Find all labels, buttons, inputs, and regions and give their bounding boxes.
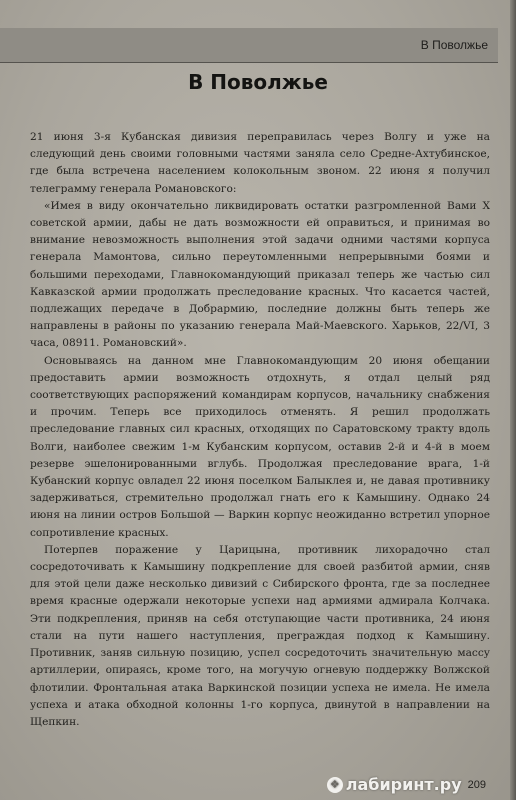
paragraph: 21 июня 3-я Кубанская дивизия переправилась через Волгу и уже на следующий день своими головными частями заняла село Средне-Ахтубинское, где была встречена населением колокольным звоном. 22 июня я получил телеграмму генерала Романовского: [30, 131, 490, 195]
page-edge-shadow [510, 0, 516, 800]
watermark-text: лабиринт.ру [345, 775, 462, 794]
paragraph: «Имея в виду окончательно ликвидировать остатки разгромленной Вами X советской армии, дабы не дать возможности ей оправиться, и принимая во внимание невозможность выполнения этой задачи одними частями корпуса генерала Мамонтова, сильно переутомленными непрерывными боями и большими переходами, Главнокомандующий приказал теперь же частью сил Кавказской армии продолжать преследование красных. Что касается частей, подлежащих передаче в Добрармию, последние должны быть теперь же направлены в районы по указанию генерала Май-Маевского. Харьков, 22/VI, 3 часа, 08911. Романовский». [30, 199, 490, 350]
page-number: 209 [467, 778, 486, 791]
paragraph: Потерпев поражение у Царицына, противник лихорадочно стал сосредоточивать к Камышину подкрепление для своей разбитой армии, сняв для этой цели даже несколько дивизий с Сибирского фронта, где за последнее время красные одержали некоторые успехи над армиями адмирала Колчака. Эти подкрепления, приняв на себя отступающие части противника, 24 июня стали на пути нашего наступления, преграждая подход к Камышину. Противник, заняв сильную позицию, успел сосредоточить значительную массу артиллерии, опираясь, кроме того, на могучую огневую поддержку Волжской флотилии. Фронтальная атака Варкинской позиции успеха не имела. Не имела успеха и атака обходной колонны 1-го корпуса, двинутой в направлении на Щепкин. [30, 543, 490, 728]
body-text [30, 129, 490, 731]
chapter-title: В Поволжье [188, 70, 328, 94]
running-head: В Поволжье [420, 38, 488, 52]
paragraph: Основываясь на данном мне Главнокомандующим 20 июня обещании предоставить армии возможность отдохнуть, я отдал целый ряд соответствующих распоряжений командирам корпусов, начальнику снабжения и прочим. Теперь все приходилось отменять. Я решил продолжать преследование главных сил красных, отходящих по Саратовскому тракту вдоль Волги, наиболее свежим 1-м Кубанским корпусом, оставив 2-й и 4-й в моем резерве эшелонированными вглубь. Продолжая преследование врага, 1-й Кубанский корпус овладел 22 июня поселком Балыклея и, не давая противнику задерживаться, стремительно продолжал гнать его к Камышину. Однако 24 июня на линии остров Большой — Варкин корпус неожиданно встретил упорное сопротивление красных. [30, 354, 490, 539]
header-rule [0, 62, 498, 63]
watermark-logo [327, 775, 462, 794]
page-footer [327, 775, 486, 794]
labyrinth-icon: ❖ [327, 777, 343, 793]
